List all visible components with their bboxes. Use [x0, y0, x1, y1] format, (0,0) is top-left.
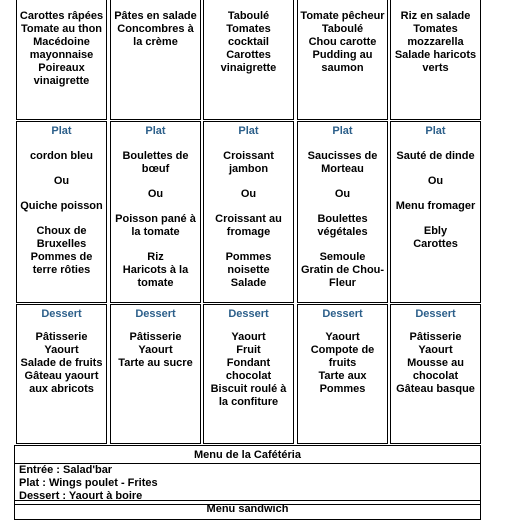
menu-item: vinaigrette: [220, 62, 277, 74]
menu-item: mozzarella: [407, 36, 464, 48]
menu-item: mayonnaise: [29, 49, 94, 61]
menu-item: Yaourt: [418, 344, 453, 356]
menu-item: saumon: [321, 62, 364, 74]
dessert-label: Dessert: [228, 308, 269, 320]
plat-side: Choux de: [36, 225, 87, 237]
ou-label: Ou: [147, 188, 164, 200]
menu-item: Yaourt: [325, 331, 360, 343]
menu-item: Pâtisserie: [35, 331, 88, 343]
menu-item: Macédoine: [33, 36, 90, 48]
plat-alternative: Poisson pané à: [115, 213, 196, 225]
plat-alternative: fromage: [226, 226, 271, 238]
plat-alternative: Quiche poisson: [20, 200, 103, 212]
menu-item: Concombres à: [117, 23, 194, 35]
menu-item: Biscuit roulé à: [210, 383, 287, 395]
plat-side: terre rôties: [32, 264, 91, 276]
plat-side: Ebly: [423, 225, 448, 237]
plat-main: Sauté de dinde: [396, 150, 475, 162]
entree-cell: [297, 0, 388, 120]
dessert-label: Dessert: [135, 308, 176, 320]
plat-label: Plat: [51, 125, 72, 137]
menu-item: Tarte aux: [318, 370, 367, 382]
menu-item: cocktail: [228, 36, 269, 48]
menu-item: aux abricots: [29, 383, 94, 395]
menu-item: Yaourt: [231, 331, 266, 343]
plat-side: Pommes de: [30, 251, 93, 263]
dessert-cell: [16, 304, 107, 444]
entree-cell: [16, 0, 107, 120]
menu-item: Taboulé: [321, 23, 364, 35]
plat-side: Pommes: [225, 251, 272, 263]
menu-item: chocolat: [412, 370, 459, 382]
plat-alternative: Boulettes: [317, 213, 368, 225]
plat-alternative: la tomate: [131, 226, 180, 238]
plat-main: Boulettes de: [122, 150, 189, 162]
plat-main: jambon: [228, 163, 269, 175]
plat-label: Plat: [145, 125, 166, 137]
sandwich-title: Menu sandwich: [206, 503, 289, 515]
ou-label: Ou: [53, 175, 70, 187]
menu-item: Chou carotte: [308, 36, 377, 48]
plat-main: Saucisses de: [307, 150, 378, 162]
menu-item: Carottes: [226, 49, 271, 61]
plat-alternative: Croissant au: [215, 213, 282, 225]
menu-item: verts: [422, 62, 449, 74]
plat-cell: [203, 121, 294, 303]
ou-label: Ou: [427, 175, 444, 187]
entree-cell: [203, 0, 294, 120]
menu-item: Salade haricots: [394, 49, 477, 61]
plat-side: Bruxelles: [36, 238, 87, 250]
menu-item: Poireaux: [38, 62, 85, 74]
menu-item: Fruit: [236, 344, 261, 356]
menu-item: chocolat: [225, 370, 272, 382]
plat-label: Plat: [332, 125, 353, 137]
dessert-cell: [203, 304, 294, 444]
plat-cell: [110, 121, 201, 303]
plat-side: noisette: [227, 264, 270, 276]
menu-item: la crème: [133, 36, 178, 48]
cafeteria-dessert: Dessert : Yaourt à boire: [19, 490, 143, 502]
plat-cell: [16, 121, 107, 303]
menu-item: Yaourt: [138, 344, 173, 356]
plat-main: Morteau: [321, 163, 364, 175]
menu-item: vinaigrette: [33, 75, 90, 87]
entree-cell: [390, 0, 481, 120]
ou-label: Ou: [334, 188, 351, 200]
menu-item: Tarte au sucre: [118, 357, 193, 369]
menu-item: Pommes: [319, 383, 366, 395]
menu-item: Tomates: [226, 23, 271, 35]
dessert-label: Dessert: [415, 308, 456, 320]
menu-item: Carottes râpées: [19, 10, 104, 22]
dessert-cell: [297, 304, 388, 444]
plat-side: Fleur: [329, 277, 356, 289]
menu-item: Pâtisserie: [129, 331, 182, 343]
plat-side: Semoule: [319, 251, 366, 263]
plat-side: Gratin de Chou-: [300, 264, 385, 276]
cafeteria-title: Menu de la Cafétéria: [15, 446, 480, 464]
menu-item: Pudding au: [312, 49, 373, 61]
menu-item: Tomates: [413, 23, 458, 35]
menu-item: la confiture: [218, 396, 279, 408]
menu-item: Pâtisserie: [409, 331, 462, 343]
menu-item: Compote de: [310, 344, 375, 356]
menu-item: Tomate au thon: [20, 23, 103, 35]
plat-side: Carottes: [413, 238, 458, 250]
menu-item: Riz en salade: [400, 10, 471, 22]
dessert-label: Dessert: [41, 308, 82, 320]
menu-item: Yaourt: [44, 344, 79, 356]
plat-label: Plat: [238, 125, 259, 137]
plat-main: Croissant: [223, 150, 274, 162]
menu-item: Salade de fruits: [20, 357, 103, 369]
plat-alternative: végétales: [317, 226, 368, 238]
dessert-label: Dessert: [322, 308, 363, 320]
cafeteria-entree: Entrée : Salad'bar: [19, 464, 113, 476]
entree-cell: [110, 0, 201, 120]
menu-item: Tomate pêcheur: [300, 10, 385, 22]
dessert-cell: [390, 304, 481, 444]
plat-main: cordon bleu: [30, 150, 93, 162]
cafeteria-plat: Plat : Wings poulet - Frites: [19, 477, 158, 489]
plat-side: Salade: [230, 277, 267, 289]
plat-side: tomate: [137, 277, 174, 289]
menu-item: Gâteau yaourt: [24, 370, 99, 382]
menu-item: Mousse au: [407, 357, 464, 369]
plat-cell: [297, 121, 388, 303]
dessert-cell: [110, 304, 201, 444]
cafeteria-menu: [14, 445, 481, 505]
menu-item: Taboulé: [227, 10, 270, 22]
ou-label: Ou: [240, 188, 257, 200]
plat-side: Haricots à la: [122, 264, 189, 276]
sandwich-menu: [14, 500, 481, 520]
plat-main: bœuf: [141, 163, 170, 175]
plat-label: Plat: [425, 125, 446, 137]
menu-item: Fondant: [226, 357, 271, 369]
menu-item: Gâteau basque: [396, 383, 475, 395]
plat-alternative: Menu fromager: [395, 200, 476, 212]
plat-side: Riz: [147, 251, 164, 263]
menu-item: Pâtes en salade: [114, 10, 197, 22]
menu-item: fruits: [328, 357, 357, 369]
plat-cell: [390, 121, 481, 303]
